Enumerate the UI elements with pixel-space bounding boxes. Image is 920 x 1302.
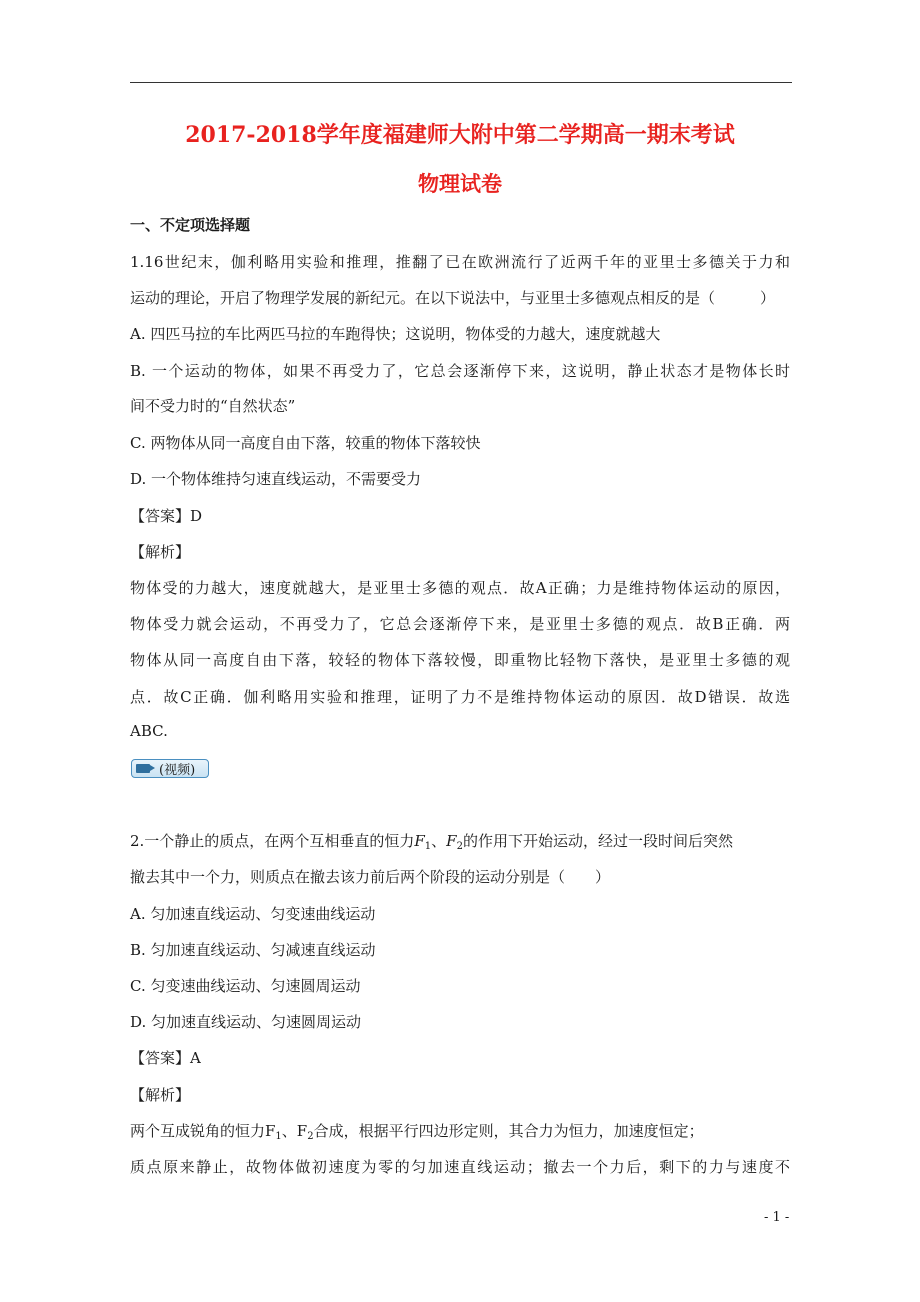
q2-option-d: D. 匀加速直线运动、匀速圆周运动 [130,1013,362,1031]
page-number: - 1 - [764,1210,790,1225]
q1-answer: 【答案】D [130,507,203,525]
q2-option-b: B. 匀加速直线运动、匀减速直线运动 [130,941,376,959]
q1-analysis-line: 点．故C正确．伽利略用实验和推理，证明了力不是维持物体运动的原因．故D错误．故选 [130,688,790,706]
q1-analysis-line: ABC. [130,722,168,740]
q1-option-b: B. 一个运动的物体，如果不再受力了，它总会逐渐停下来，这说明，静止状态才是物体长时 [130,362,790,380]
q1-option-c: C. 两物体从同一高度自由下落，较重的物体下落较快 [130,434,481,452]
exam-title: 2017-2018学年度福建师大附中第二学期高一期末考试 [185,122,735,148]
video-button[interactable] [131,759,209,778]
q2-answer: 【答案】A [130,1049,201,1067]
q1-option-d: D. 一个物体维持匀速直线运动，不需要受力 [130,470,422,488]
header-rule [130,82,792,83]
q2-option-c: C. 匀变速曲线运动、匀速圆周运动 [130,977,361,995]
q2-analysis-label: 【解析】 [130,1086,191,1104]
q2-stem-line2: 撤去其中一个力，则质点在撤去该力前后两个阶段的运动分别是（ ） [130,868,611,886]
q2-stem-line1: 2.一个静止的质点，在两个互相垂直的恒力$F_1$、$F_2$的作用下开始运动，经过一段时间后突然 [130,832,733,852]
q1-analysis-line: 物体受力就会运动，不再受力了，它总会逐渐停下来，是亚里士多德的观点．故B正确．两 [130,615,790,633]
exam-subtitle: 物理试卷 [418,171,502,196]
q2-analysis-line2: 质点原来静止，故物体做初速度为零的匀加速直线运动；撤去一个力后，剩下的力与速度不 [130,1158,790,1176]
q2-analysis-line1: 两个互成锐角的恒力$F_1$、$F_2$合成，根据平行四边形定则，其合力为恒力，加速度恒定； [130,1122,704,1142]
q1-analysis-line: 物体受的力越大，速度就越大，是亚里士多德的观点．故A正确；力是维持物体运动的原因， [130,579,790,597]
q1-option-b-cont: 间不受力时的“自然状态” [130,397,296,415]
q2-option-a: A. 匀加速直线运动、匀变速曲线运动 [130,905,376,923]
q1-analysis-line: 物体从同一高度自由下落，较轻的物体下落较慢，即重物比轻物下落快，是亚里士多德的观 [130,651,790,669]
q1-analysis-label: 【解析】 [130,543,191,561]
q1-stem-line2: 运动的理论，开启了物理学发展的新纪元。在以下说法中，与亚里士多德观点相反的是（ ） [130,289,776,307]
video-camera-icon [136,764,150,773]
section-heading: 一、不定项选择题 [130,216,251,234]
q1-option-a: A. 四匹马拉的车比两匹马拉的车跑得快；这说明，物体受的力越大，速度就越大 [130,325,661,343]
video-label: (视频) [159,763,196,778]
q1-stem-line1: 1.16世纪末，伽利略用实验和推理，推翻了已在欧洲流行了近两千年的亚里士多德关于力和 [130,253,790,271]
